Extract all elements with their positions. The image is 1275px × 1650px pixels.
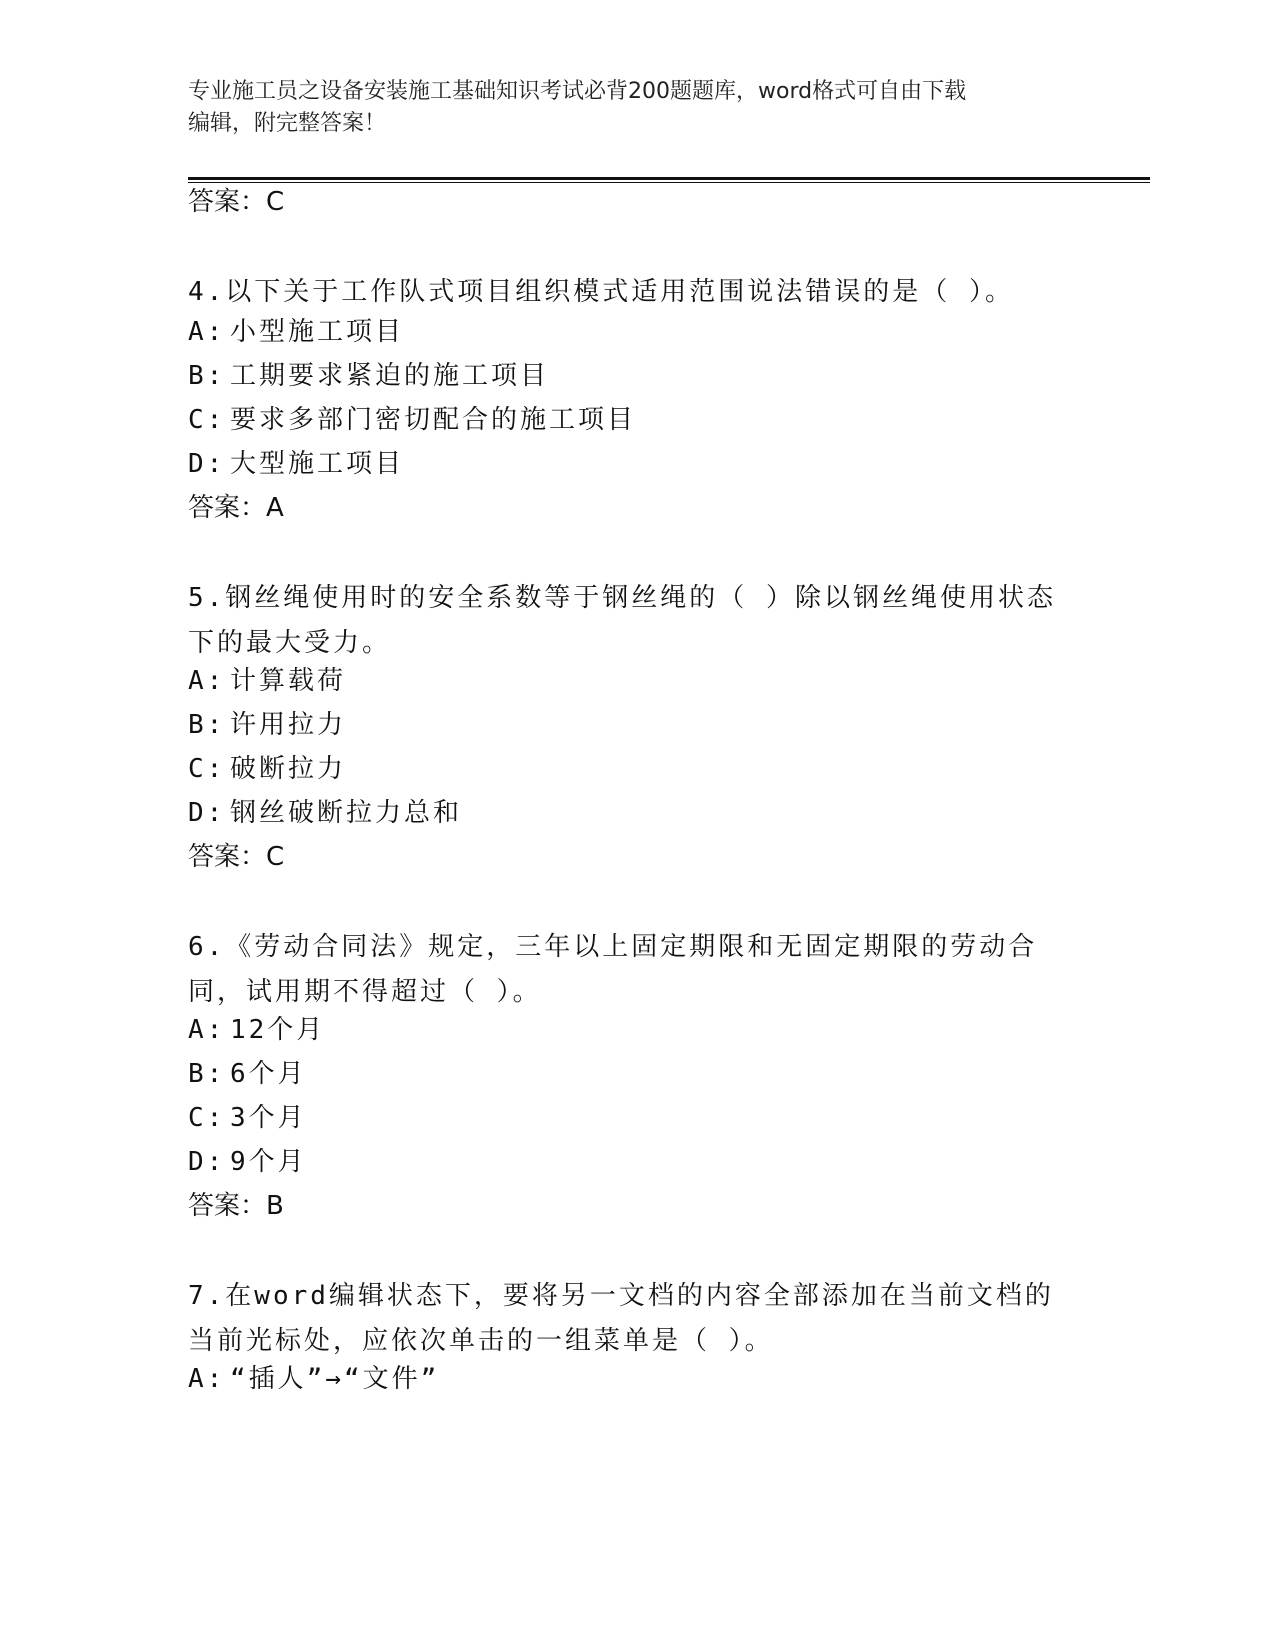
option-text: 钢丝破断拉力总和 bbox=[230, 798, 463, 828]
answer-q4: 答案：A bbox=[188, 493, 284, 523]
question-5-text: 5.钢丝绳使用时的安全系数等于钢丝绳的（ ）除以钢丝绳使用状态下的最大受力。 bbox=[188, 583, 1056, 658]
question-4-option-c bbox=[188, 403, 1078, 437]
answer-q3: 答案：C bbox=[188, 187, 285, 217]
question-5-option-d bbox=[188, 796, 1078, 830]
question-6-option-d bbox=[188, 1145, 1078, 1179]
option-letter: D: bbox=[188, 449, 226, 479]
header-line-1: 专业施工员之设备安装施工基础知识考试必背200题题库，word格式可自由下载 bbox=[188, 79, 967, 104]
option-letter: A: bbox=[188, 1364, 226, 1394]
question-4-option-a bbox=[188, 315, 1078, 349]
option-text: 许用拉力 bbox=[230, 710, 347, 740]
question-5-option-b bbox=[188, 708, 1078, 742]
question-6-option-c bbox=[188, 1101, 1078, 1135]
option-text: 工期要求紧迫的施工项目 bbox=[230, 361, 550, 391]
question-6-option-a bbox=[188, 1013, 1078, 1047]
header-divider-thin bbox=[188, 182, 1150, 183]
question-6-option-b bbox=[188, 1057, 1078, 1091]
option-letter: D: bbox=[188, 1147, 226, 1177]
option-letter: A: bbox=[188, 317, 226, 347]
option-text: 9个月 bbox=[230, 1147, 307, 1177]
question-4-option-b bbox=[188, 359, 1078, 393]
option-letter: C: bbox=[188, 405, 226, 435]
question-5-option-c bbox=[188, 752, 1078, 786]
option-letter: D: bbox=[188, 798, 226, 828]
option-text: 6个月 bbox=[230, 1059, 307, 1089]
question-4-option-d bbox=[188, 447, 1078, 481]
option-text: “插人”→“文件” bbox=[230, 1364, 440, 1394]
option-text: 12个月 bbox=[230, 1015, 326, 1045]
option-letter: B: bbox=[188, 1059, 226, 1089]
option-letter: B: bbox=[188, 710, 226, 740]
question-5-option-a bbox=[188, 664, 1078, 698]
option-letter: C: bbox=[188, 1103, 226, 1133]
header-line-2: 编辑，附完整答案！ bbox=[188, 111, 387, 136]
option-text: 计算载荷 bbox=[230, 666, 347, 696]
header-divider bbox=[188, 177, 1150, 180]
option-text: 3个月 bbox=[230, 1103, 307, 1133]
option-text: 破断拉力 bbox=[230, 754, 347, 784]
answer-q5: 答案：C bbox=[188, 842, 285, 872]
answer-q6: 答案：B bbox=[188, 1191, 284, 1221]
document-header bbox=[188, 76, 1068, 140]
option-text: 要求多部门密切配合的施工项目 bbox=[230, 405, 637, 435]
question-4-text: 4.以下关于工作队式项目组织模式适用范围说法错误的是（ ）。 bbox=[188, 277, 1014, 307]
option-letter: A: bbox=[188, 666, 226, 696]
option-letter: B: bbox=[188, 361, 226, 391]
option-letter: C: bbox=[188, 754, 226, 784]
question-7-option-a bbox=[188, 1362, 1078, 1396]
option-text: 小型施工项目 bbox=[230, 317, 405, 347]
question-7-text: 7.在word编辑状态下，要将另一文档的内容全部添加在当前文档的当前光标处，应依次单击的一组菜单是（ ）。 bbox=[188, 1281, 1054, 1356]
question-6-text: 6.《劳动合同法》规定，三年以上固定期限和无固定期限的劳动合同，试用期不得超过（ ）。 bbox=[188, 932, 1038, 1007]
option-letter: A: bbox=[188, 1015, 226, 1045]
option-text: 大型施工项目 bbox=[230, 449, 405, 479]
